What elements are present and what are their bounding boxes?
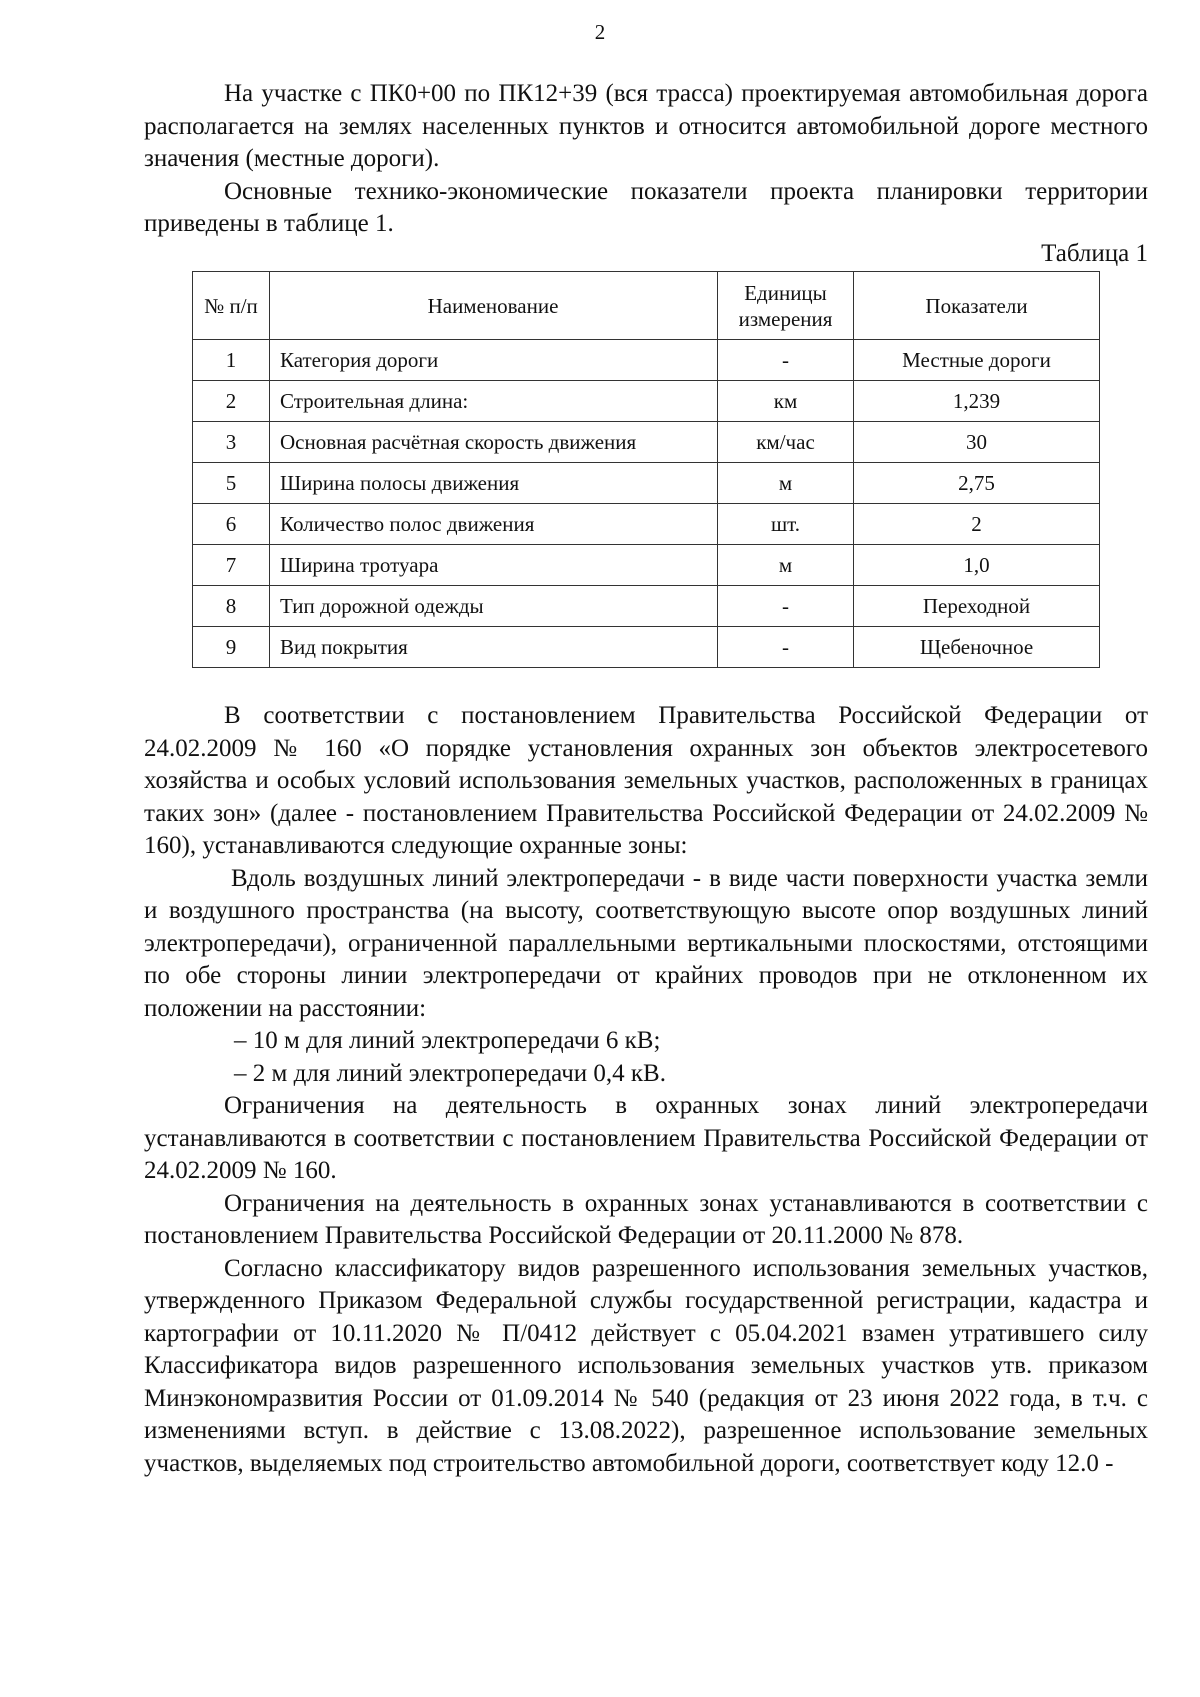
table-header-row (193, 272, 1100, 340)
cell-num: 5 (193, 463, 270, 504)
cell-name: Основная расчётная скорость движения (270, 422, 718, 463)
cell-num: 2 (193, 381, 270, 422)
cell-name: Тип дорожной одежды (270, 586, 718, 627)
header-num: № п/п (193, 272, 270, 340)
cell-num: 6 (193, 504, 270, 545)
cell-value: Местные дороги (854, 340, 1100, 381)
body-section (144, 700, 1148, 1480)
cell-unit: м (718, 463, 854, 504)
body-paragraph-1: В соответствии с постановлением Правительства Российской Федерации от 24.02.2009 № 160 «О порядке установления охранных зон объектов электросетевого хозяйства и особых условий использования земельных участков, расположенных в границах таких зон» (далее - постановлением Правительства Российской Федерации от 24.02.2009 № 160), устанавливаются следующие охранные зоны: (144, 702, 1148, 859)
header-name: Наименование (270, 272, 718, 340)
cell-unit: км/час (718, 422, 854, 463)
cell-name: Строительная длина: (270, 381, 718, 422)
cell-value: Щебеночное (854, 627, 1100, 668)
cell-name: Вид покрытия (270, 627, 718, 668)
table-row (193, 545, 1100, 586)
body-paragraph-3: Ограничения на деятельность в охранных зонах линий электропередачи устанавливаются в соответствии с постановлением Правительства Российской Федерации от 24.02.2009 № 160. (144, 1092, 1148, 1184)
table-row (193, 340, 1100, 381)
cell-num: 9 (193, 627, 270, 668)
cell-unit: шт. (718, 504, 854, 545)
table-row (193, 627, 1100, 668)
table-row (193, 422, 1100, 463)
cell-value: 30 (854, 422, 1100, 463)
cell-value: Переходной (854, 586, 1100, 627)
table-row (193, 504, 1100, 545)
bullet-item: – 10 м для линий электропередачи 6 кВ; (144, 1025, 1148, 1058)
cell-num: 3 (193, 422, 270, 463)
cell-num: 8 (193, 586, 270, 627)
cell-unit: - (718, 627, 854, 668)
table-row (193, 586, 1100, 627)
table-row (193, 463, 1100, 504)
cell-value: 2 (854, 504, 1100, 545)
cell-value: 1,0 (854, 545, 1100, 586)
intro-paragraph-1: На участке с ПК0+00 по ПК12+39 (вся трасса) проектируемая автомобильная дорога располагается на землях населенных пунктов и относится автомобильной дороге местного значения (местные дороги). (144, 80, 1148, 172)
intro-paragraph-2: Основные технико-экономические показатели проекта планировки территории приведены в таблице 1. (144, 177, 1148, 237)
cell-unit: км (718, 381, 854, 422)
cell-name: Ширина тротуара (270, 545, 718, 586)
cell-name: Категория дороги (270, 340, 718, 381)
cell-unit: - (718, 340, 854, 381)
body-paragraph-5: Согласно классификатору видов разрешенного использования земельных участков, утвержденного Приказом Федеральной службы государственной регистрации, кадастра и картографии от 10.11.2020 № П/0412 действует с 05.04.2021 взамен утратившего силу Классификатора видов разрешенного использования земельных участков утв. приказом Минэкономразвития России от 01.09.2014 № 540 (редакция от 23 июня 2022 года, в т.ч. с изменениями вступ. в действие с 13.08.2022), разрешенное использование земельных участков, выделяемых под строительство автомобильной дороги, соответствует коду 12.0 - (144, 1254, 1148, 1477)
header-unit: Единицы измерения (718, 272, 854, 340)
body-paragraph-2: Вдоль воздушных линий электропередачи - в виде части поверхности участка земли и воздушного пространства (на высоту, соответствующую высоте опор воздушных линий электропередачи), ограниченной параллельными вертикальными плоскостями, отстоящими по обе стороны линии электропередачи от крайних проводов при не отклоненном их положении на расстоянии: (144, 864, 1148, 1022)
table-row (193, 381, 1100, 422)
cell-unit: м (718, 545, 854, 586)
cell-num: 1 (193, 340, 270, 381)
cell-unit: - (718, 586, 854, 627)
cell-name: Ширина полосы движения (270, 463, 718, 504)
indicators-table (192, 271, 1100, 668)
intro-section (144, 78, 1148, 241)
cell-num: 7 (193, 545, 270, 586)
bullet-item: – 2 м для линий электропередачи 0,4 кВ. (144, 1058, 1148, 1091)
header-value: Показатели (854, 272, 1100, 340)
cell-value: 2,75 (854, 463, 1100, 504)
cell-value: 1,239 (854, 381, 1100, 422)
cell-name: Количество полос движения (270, 504, 718, 545)
body-paragraph-4: Ограничения на деятельность в охранных зонах устанавливаются в соответствии с постановлением Правительства Российской Федерации от 20.11.2000 № 878. (144, 1189, 1148, 1249)
page-number: 2 (594, 20, 606, 44)
table-caption: Таблица 1 (1041, 240, 1148, 267)
